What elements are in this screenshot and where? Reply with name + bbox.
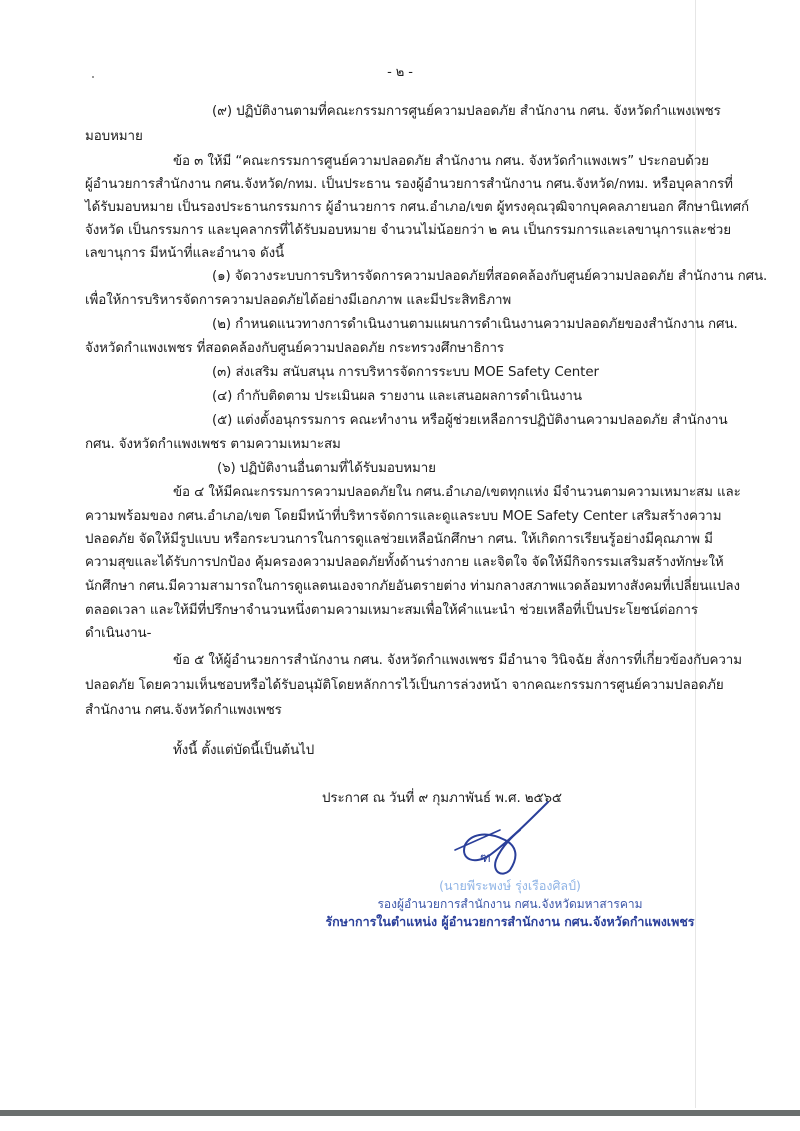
document-line: จังหวัดกำแพงเพชร ที่สอดคล้องกับศูนย์ความปลอดภัย กระทรวงศึกษาธิการ [85,341,504,356]
document-line: ได้รับมอบหมาย เป็นรองประธานกรรมการ ผู้อำนวยการ กศน.อำเภอ/เขต ผู้ทรงคุณวุฒิจากบุคคลภายนอก ศึกษานิเทศก์ [85,200,749,215]
document-line: ความสุขและได้รับการปกป้อง คุ้มครองความปลอดภัยทั้งด้านร่างกาย และจิตใจ จัดให้มีกิจกรรมเสริมสร้างทักษะให้ [85,555,724,570]
document-line: (๓) ส่งเสริม สนับสนุน การบริหารจัดการระบบ MOE Safety Center [212,365,599,380]
document-line: ประกาศ ณ วันที่ ๙ กุมภาพันธ์ พ.ศ. ๒๕๖๕ [322,791,562,806]
scan-bottom-edge [0,1110,800,1116]
document-line: เลขานุการ มีหน้าที่และอำนาจ ดังนี้ [85,246,285,261]
document-line: ข้อ ๔ ให้มีคณะกรรมการความปลอดภัยใน กศน.อำเภอ/เขตทุกแห่ง มีจำนวนตามความเหมาะสม และ [173,485,741,500]
document-line: ข้อ ๓ ให้มี “คณะกรรมการศูนย์ความปลอดภัย สำนักงาน กศน. จังหวัดกำแพงเพร” ประกอบด้วย [173,154,709,169]
signature-block [300,800,720,950]
document-line: จังหวัด เป็นกรรมการ และบุคลากรที่ได้รับมอบหมาย จำนวนไม่น้อยกว่า ๒ คน เป็นกรรมการและเลขานุการและช่วย [85,223,731,238]
document-line: ดำเนินงาน- [85,626,152,641]
document-line: (๑) จัดวางระบบการบริหารจัดการความปลอดภัยที่สอดคล้องกับศูนย์ความปลอดภัย สำนักงาน กศน. [212,269,768,284]
signatory-title-1: รองผู้อำนวยการสำนักงาน กศน.จังหวัดมหาสารคาม [377,897,643,911]
document-line: (๖) ปฏิบัติงานอื่นตามที่ได้รับมอบหมาย [217,461,436,476]
document-line: มอบหมาย [85,129,143,144]
document-line: ปลอดภัย จัดให้มีรูปแบบ หรือกระบวนการในการดูแลช่วยเหลือนักศึกษา กศน. ให้เกิดการเรียนรู้อย่างมีคุณภาพ มี [85,532,713,547]
page-number: - ๒ - [387,65,413,80]
document-line: ตลอดเวลา และให้มีที่ปรึกษาจำนวนหนึ่งตามความเหมาะสมเพื่อให้คำแนะนำ ช่วยเหลือที่เป็นประโยชน์ต่อการ [85,603,698,618]
document-line: ข้อ ๕ ให้ผู้อำนวยการสำนักงาน กศน. จังหวัดกำแพงเพชร มีอำนาจ วินิจฉัย สั่งการที่เกี่ยวข้องกับความ [173,653,742,668]
signatory-name: (นายพีระพงษ์ รุ่งเรืองศิลป์) [439,878,581,893]
document-line: เพื่อให้การบริหารจัดการความปลอดภัยได้อย่างมีเอกภาพ และมีประสิทธิภาพ [85,293,512,308]
document-line: (๙) ปฏิบัติงานตามที่คณะกรรมการศูนย์ความปลอดภัย สำนักงาน กศน. จังหวัดกำแพงเพชร [212,104,721,119]
document-line: นักศึกษา กศน.มีความสามารถในการดูแลตนเองจากภัยอันตรายต่าง ท่ามกลางสภาพแวดล้อมทางสังคมที่เปลี่ยนแปลง [85,579,740,594]
handwritten-signature-icon [430,800,570,880]
signatory-title-2: รักษาการในตำแหน่ง ผู้อำนวยการสำนักงาน กศน.จังหวัดกำแพงเพชร [325,914,695,929]
document-line: ความพร้อมของ กศน.อำเภอ/เขต โดยมีหน้าที่บริหารจัดการและดูแลระบบ MOE Safety Center เสริมสร้างความ [85,509,722,524]
document-line: (๕) แต่งตั้งอนุกรรมการ คณะทำงาน หรือผู้ช่วยเหลือการปฏิบัติงานความปลอดภัย สำนักงาน [212,413,728,428]
document-line: (๒) กำหนดแนวทางการดำเนินงานตามแผนการดำเนินงานความปลอดภัยของสำนักงาน กศน. [212,317,738,332]
document-line: กศน. จังหวัดกำแพงเพชร ตามความเหมาะสม [85,437,341,452]
document-line: ปลอดภัย โดยความเห็นชอบหรือได้รับอนุมัติโดยหลักการไว้เป็นการล่วงหน้า จากคณะกรรมการศูนย์ความปลอดภัย [85,678,724,693]
document-line: (๔) กำกับติดตาม ประเมินผล รายงาน และเสนอผลการดำเนินงาน [212,389,582,404]
svg-text:ฑ: ฑ [480,851,491,866]
document-line: ทั้งนี้ ตั้งแต่บัดนี้เป็นต้นไป [173,743,315,758]
document-line: สำนักงาน กศน.จังหวัดกำแพงเพชร [85,703,282,718]
document-line: ผู้อำนวยการสำนักงาน กศน.จังหวัด/กทม. เป็นประธาน รองผู้อำนวยการสำนักงาน กศน.จังหวัด/กทม. หรือบุคลากรที่ [85,177,733,192]
